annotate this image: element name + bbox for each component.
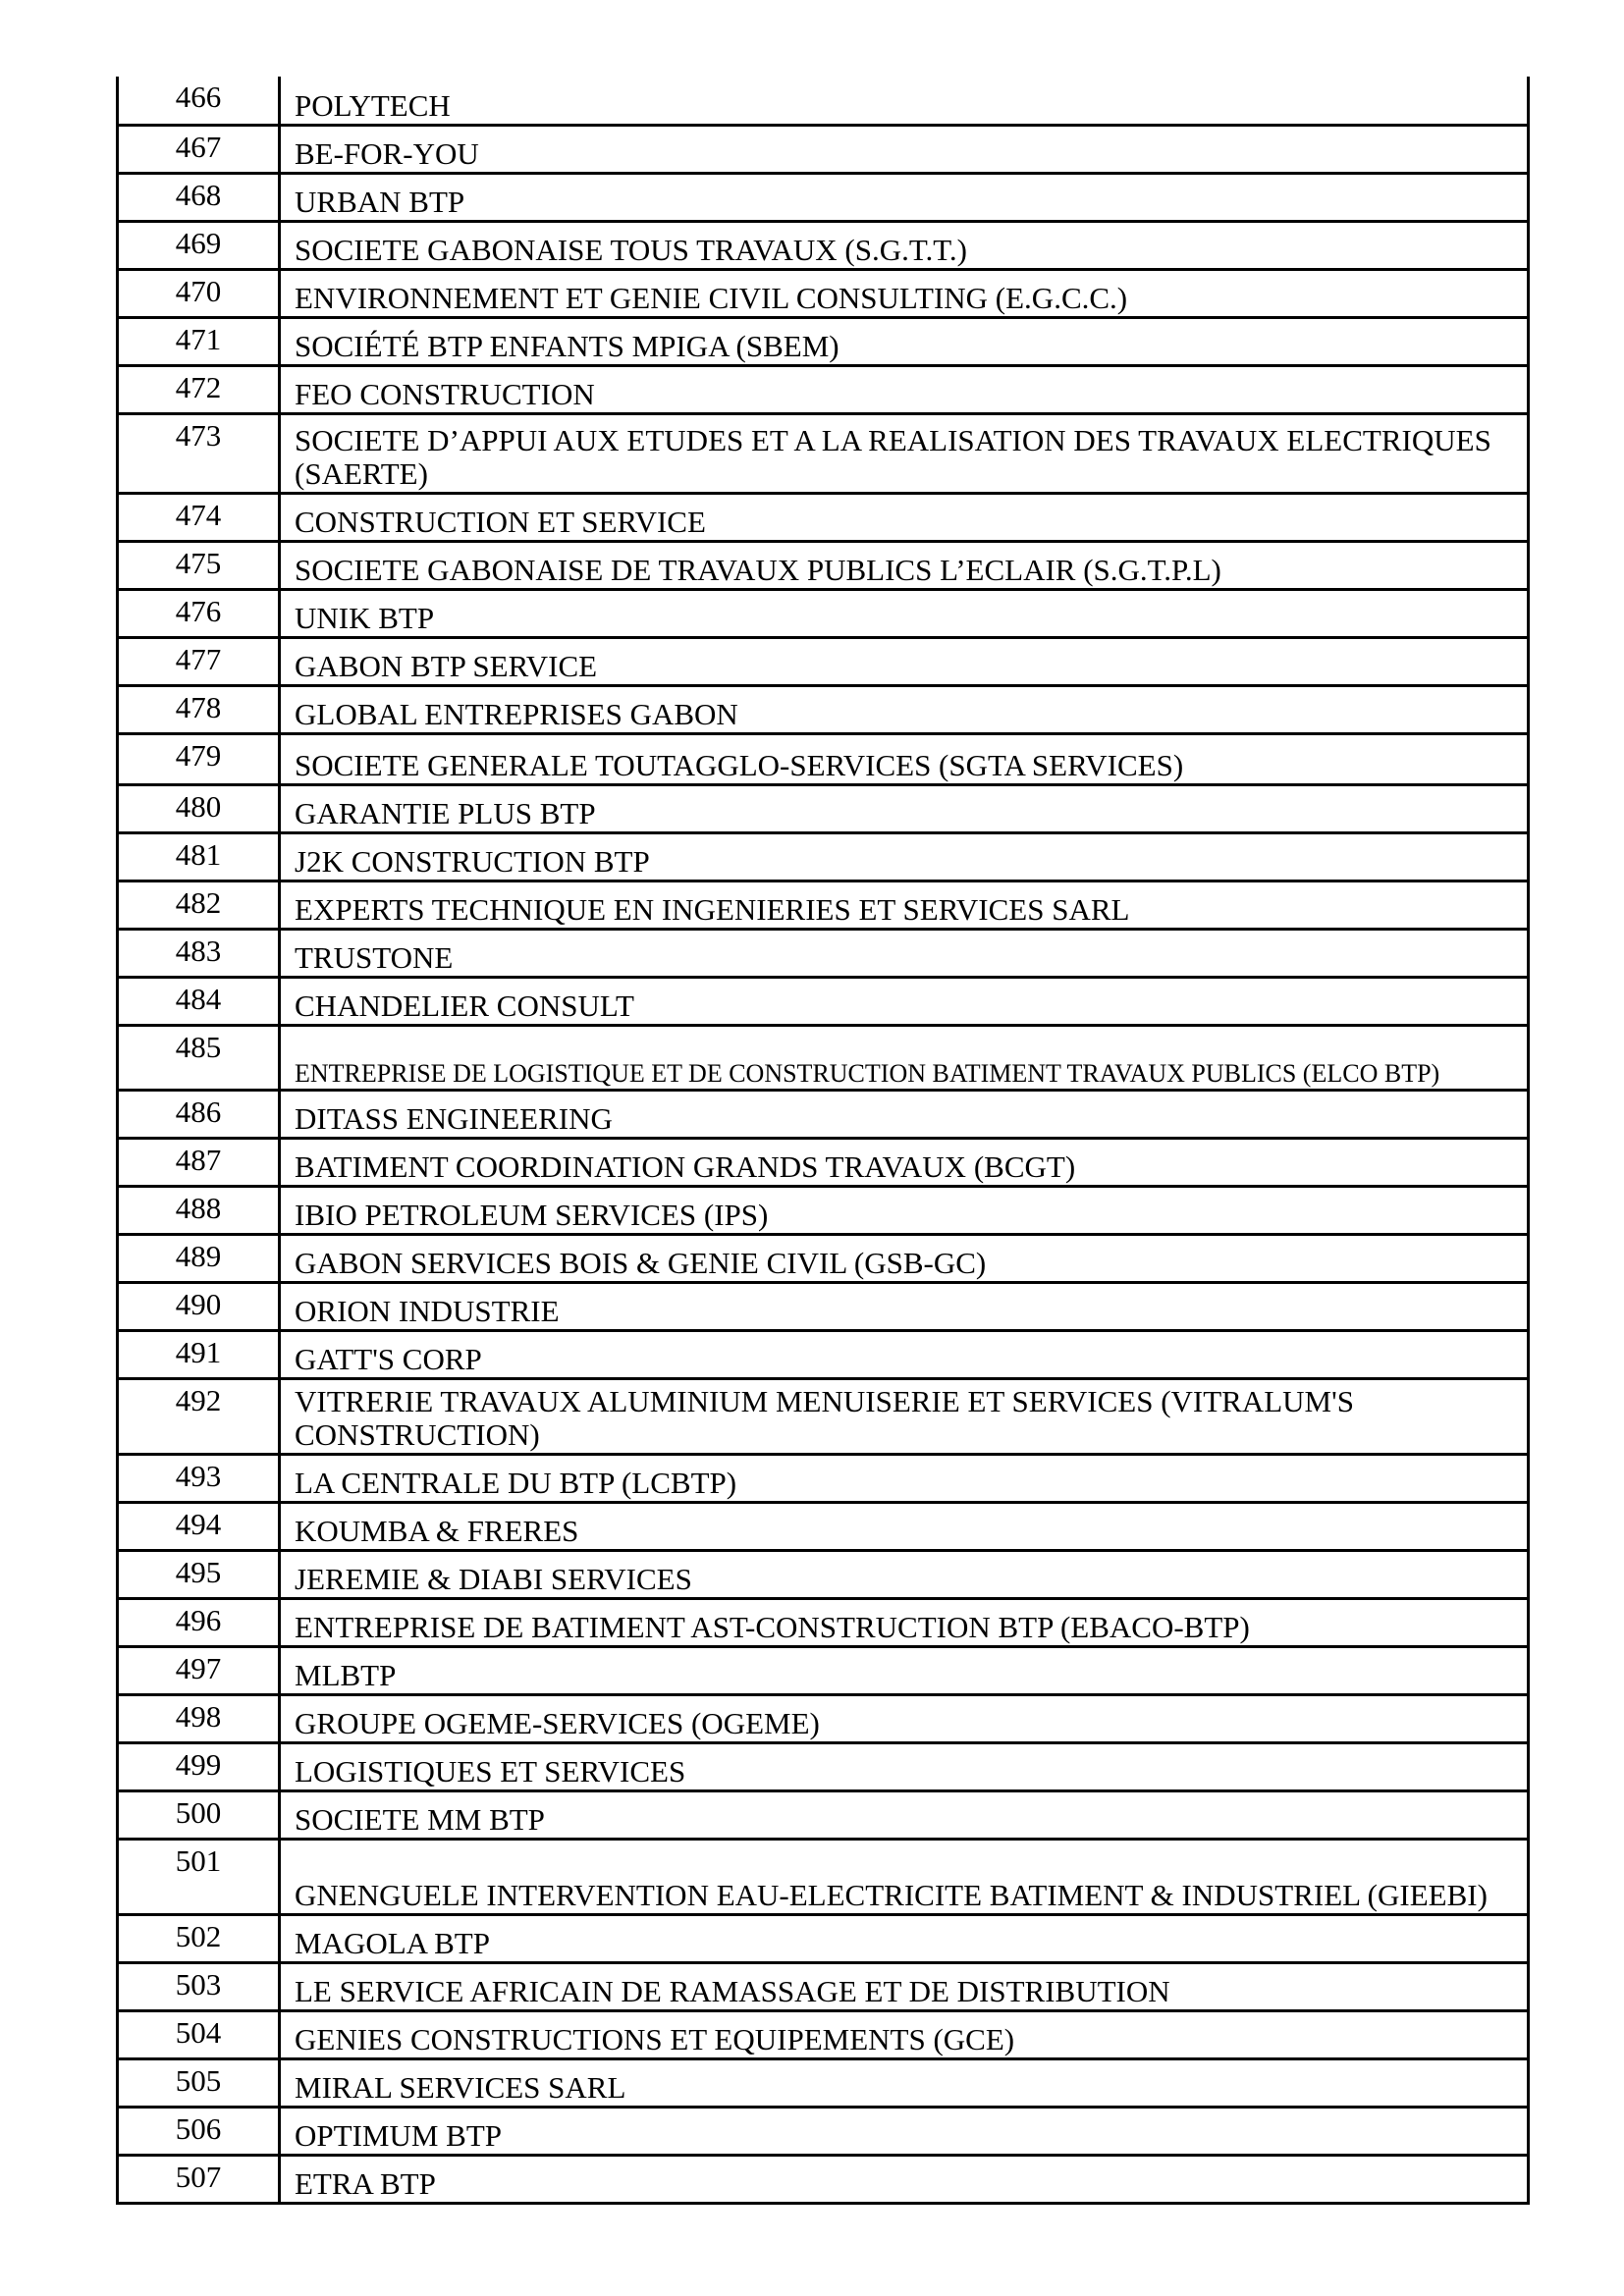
row-number: 480 (118, 784, 280, 832)
table-row (118, 1694, 1529, 1742)
row-number: 469 (118, 221, 280, 269)
company-name: URBAN BTP (280, 173, 1529, 221)
table-row (118, 269, 1529, 317)
company-name: SOCIÉTÉ BTP ENFANTS MPIGA (SBEM) (280, 317, 1529, 365)
row-number: 505 (118, 2058, 280, 2107)
row-number: 501 (118, 1839, 280, 1914)
table-row (118, 1234, 1529, 1282)
company-name: MIRAL SERVICES SARL (280, 2058, 1529, 2107)
row-number: 476 (118, 589, 280, 637)
row-number: 472 (118, 365, 280, 413)
table-row (118, 1550, 1529, 1598)
row-number: 467 (118, 125, 280, 173)
company-registry-table (116, 77, 1530, 2205)
table-row (118, 125, 1529, 173)
row-number: 487 (118, 1138, 280, 1186)
row-number: 507 (118, 2155, 280, 2203)
table-row (118, 1282, 1529, 1330)
row-number: 498 (118, 1694, 280, 1742)
table-row (118, 1646, 1529, 1694)
row-number: 479 (118, 733, 280, 784)
table-row (118, 2107, 1529, 2155)
row-number: 475 (118, 541, 280, 589)
company-name: JEREMIE & DIABI SERVICES (280, 1550, 1529, 1598)
table-row (118, 977, 1529, 1025)
company-name: GABON SERVICES BOIS & GENIE CIVIL (GSB-GC) (280, 1234, 1529, 1282)
company-name: J2K CONSTRUCTION BTP (280, 832, 1529, 881)
company-name: ENVIRONNEMENT ET GENIE CIVIL CONSULTING (E.G.C.C.) (280, 269, 1529, 317)
company-name: SOCIETE D’APPUI AUX ETUDES ET A LA REALISATION DES TRAVAUX ELECTRIQUES (SAERTE) (280, 413, 1529, 493)
company-name: UNIK BTP (280, 589, 1529, 637)
row-number: 481 (118, 832, 280, 881)
row-number: 484 (118, 977, 280, 1025)
company-name: KOUMBA & FRERES (280, 1502, 1529, 1550)
company-name: GABON BTP SERVICE (280, 637, 1529, 685)
company-name: GLOBAL ENTREPRISES GABON (280, 685, 1529, 733)
company-name: ORION INDUSTRIE (280, 1282, 1529, 1330)
company-name: TRUSTONE (280, 929, 1529, 977)
company-name: GROUPE OGEME-SERVICES (OGEME) (280, 1694, 1529, 1742)
table-row (118, 173, 1529, 221)
row-number: 477 (118, 637, 280, 685)
company-name: LOGISTIQUES ET SERVICES (280, 1742, 1529, 1790)
table-row (118, 929, 1529, 977)
company-name: IBIO PETROLEUM SERVICES (IPS) (280, 1186, 1529, 1234)
row-number: 503 (118, 1962, 280, 2010)
company-name: GARANTIE PLUS BTP (280, 784, 1529, 832)
table-row (118, 1378, 1529, 1454)
table-row (118, 1839, 1529, 1914)
row-number: 490 (118, 1282, 280, 1330)
row-number: 468 (118, 173, 280, 221)
row-number: 506 (118, 2107, 280, 2155)
row-number: 471 (118, 317, 280, 365)
table-row (118, 637, 1529, 685)
company-name: VITRERIE TRAVAUX ALUMINIUM MENUISERIE ET SERVICES (VITRALUM'S CONSTRUCTION) (280, 1378, 1529, 1454)
company-name: MLBTP (280, 1646, 1529, 1694)
table-row (118, 221, 1529, 269)
table-row (118, 1090, 1529, 1138)
row-number: 502 (118, 1914, 280, 1962)
row-number: 493 (118, 1454, 280, 1502)
row-number: 482 (118, 881, 280, 929)
row-number: 488 (118, 1186, 280, 1234)
company-name: SOCIETE GENERALE TOUTAGGLO-SERVICES (SGTA SERVICES) (280, 733, 1529, 784)
table-row (118, 541, 1529, 589)
table-row (118, 365, 1529, 413)
row-number: 500 (118, 1790, 280, 1839)
company-name: MAGOLA BTP (280, 1914, 1529, 1962)
company-name: ENTREPRISE DE LOGISTIQUE ET DE CONSTRUCTION BATIMENT TRAVAUX PUBLICS (ELCO BTP) (280, 1025, 1529, 1090)
registry-table-body (118, 77, 1529, 2203)
table-row (118, 784, 1529, 832)
row-number: 489 (118, 1234, 280, 1282)
company-name: BATIMENT COORDINATION GRANDS TRAVAUX (BCGT) (280, 1138, 1529, 1186)
company-name: SOCIETE GABONAISE TOUS TRAVAUX (S.G.T.T.) (280, 221, 1529, 269)
row-number: 486 (118, 1090, 280, 1138)
company-name: SOCIETE GABONAISE DE TRAVAUX PUBLICS L’ECLAIR (S.G.T.P.L) (280, 541, 1529, 589)
table-row (118, 1790, 1529, 1839)
company-name: EXPERTS TECHNIQUE EN INGENIERIES ET SERVICES SARL (280, 881, 1529, 929)
row-number: 491 (118, 1330, 280, 1378)
table-row (118, 77, 1529, 125)
table-row (118, 1962, 1529, 2010)
company-name: ETRA BTP (280, 2155, 1529, 2203)
row-number: 497 (118, 1646, 280, 1694)
table-row (118, 1742, 1529, 1790)
table-row (118, 1502, 1529, 1550)
company-name: LA CENTRALE DU BTP (LCBTP) (280, 1454, 1529, 1502)
table-row (118, 2058, 1529, 2107)
company-name: GATT'S CORP (280, 1330, 1529, 1378)
row-number: 473 (118, 413, 280, 493)
table-row (118, 1330, 1529, 1378)
table-row (118, 2010, 1529, 2058)
row-number: 474 (118, 493, 280, 541)
row-number: 466 (118, 77, 280, 125)
table-row (118, 1186, 1529, 1234)
row-number: 470 (118, 269, 280, 317)
table-row (118, 733, 1529, 784)
company-name: GENIES CONSTRUCTIONS ET EQUIPEMENTS (GCE) (280, 2010, 1529, 2058)
row-number: 494 (118, 1502, 280, 1550)
company-name: OPTIMUM BTP (280, 2107, 1529, 2155)
company-name: DITASS ENGINEERING (280, 1090, 1529, 1138)
row-number: 478 (118, 685, 280, 733)
table-row (118, 1598, 1529, 1646)
company-name: ENTREPRISE DE BATIMENT AST-CONSTRUCTION BTP (EBACO-BTP) (280, 1598, 1529, 1646)
company-name: FEO CONSTRUCTION (280, 365, 1529, 413)
table-row (118, 1914, 1529, 1962)
company-name: POLYTECH (280, 77, 1529, 125)
table-row (118, 2155, 1529, 2203)
row-number: 483 (118, 929, 280, 977)
row-number: 485 (118, 1025, 280, 1090)
table-row (118, 1138, 1529, 1186)
table-row (118, 589, 1529, 637)
table-row (118, 1454, 1529, 1502)
company-name: SOCIETE MM BTP (280, 1790, 1529, 1839)
table-row (118, 881, 1529, 929)
company-name: CONSTRUCTION ET SERVICE (280, 493, 1529, 541)
company-name: GNENGUELE INTERVENTION EAU-ELECTRICITE BATIMENT & INDUSTRIEL (GIEEBI) (280, 1839, 1529, 1914)
row-number: 495 (118, 1550, 280, 1598)
table-row (118, 317, 1529, 365)
row-number: 492 (118, 1378, 280, 1454)
table-row (118, 493, 1529, 541)
company-name: LE SERVICE AFRICAIN DE RAMASSAGE ET DE DISTRIBUTION (280, 1962, 1529, 2010)
company-name: CHANDELIER CONSULT (280, 977, 1529, 1025)
row-number: 496 (118, 1598, 280, 1646)
table-row (118, 1025, 1529, 1090)
row-number: 499 (118, 1742, 280, 1790)
row-number: 504 (118, 2010, 280, 2058)
table-row (118, 685, 1529, 733)
table-row (118, 832, 1529, 881)
table-row (118, 413, 1529, 493)
company-name: BE-FOR-YOU (280, 125, 1529, 173)
